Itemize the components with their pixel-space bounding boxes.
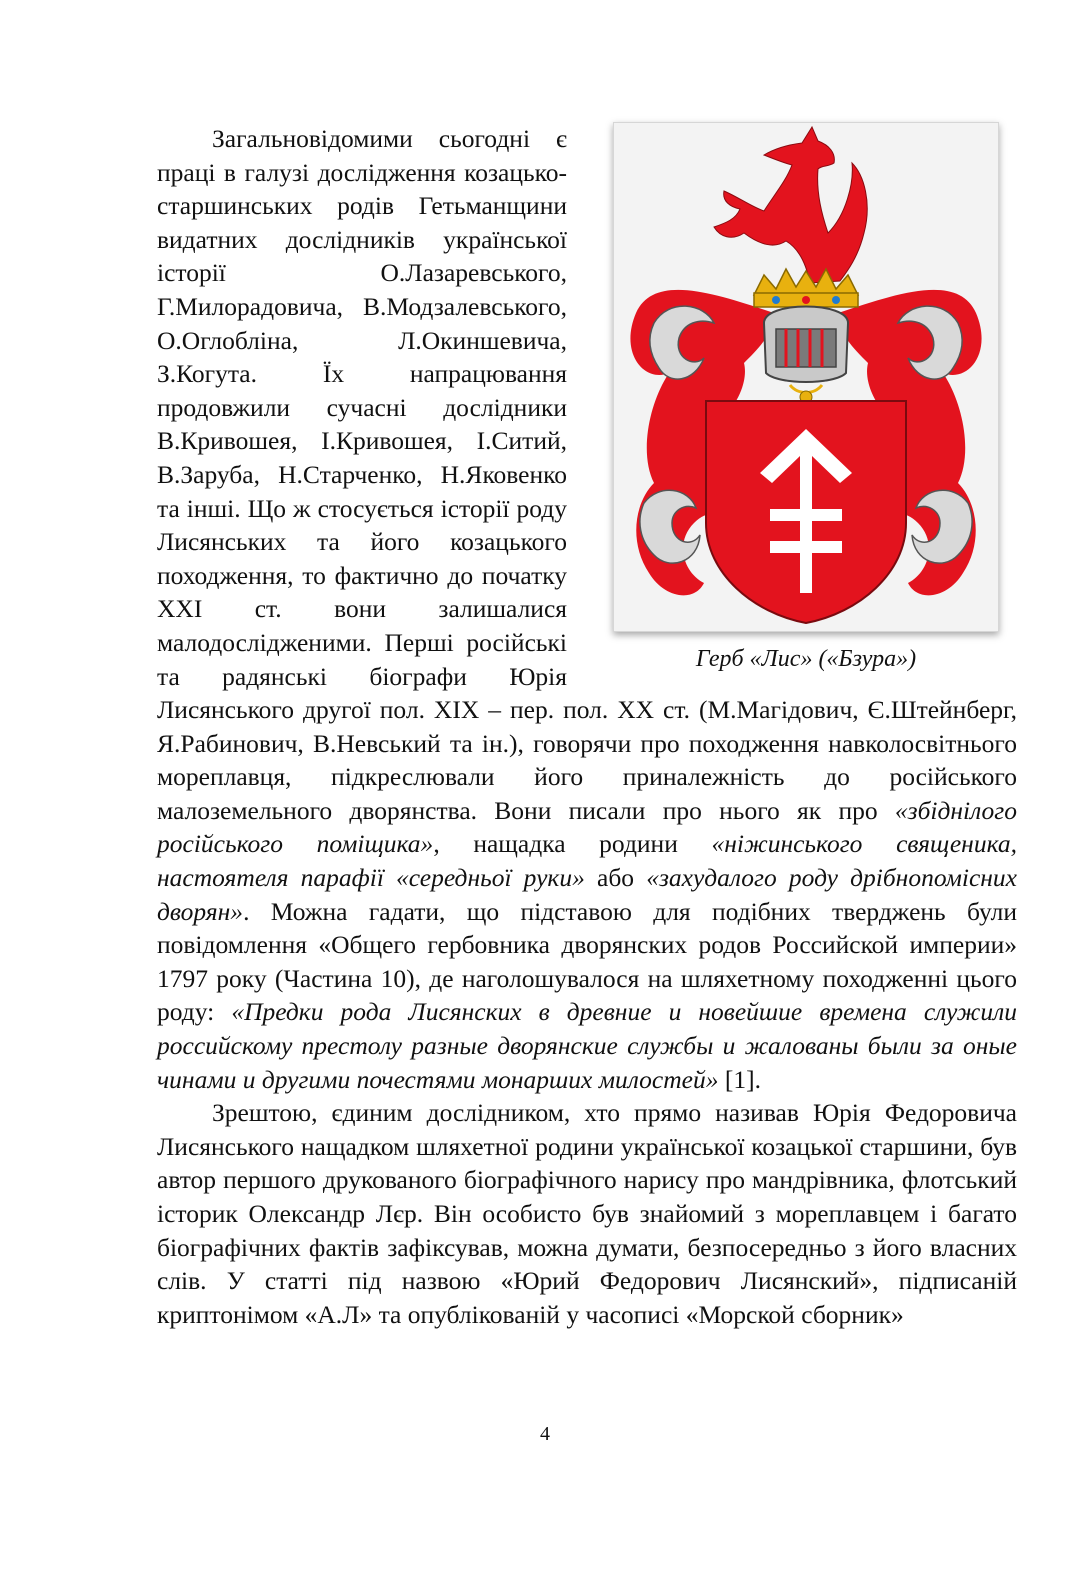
text-run: . Можна гадати, що підставою для подібних тверджень були повідомлення «Общего гербовника дворянских родов Российской империи» 1797 року (Частина 10), де наголошувалося на шляхетному походженні цього роду:: [157, 896, 1017, 1027]
text-run: Зрештою, єдиним дослідником, хто прямо називав Юрія Федоровича Лисянського нащадком шляхетної родини української козацької старшини, був автор першого друкованого біографічного нарису про мандрівника, флотський історик Олександр Лєр. Він особисто був знайомий з мореплавцем і багато біографічних фактів зафіксував, можна думати, безпосередньо з його власних слів. У статті під назвою «Юрий Федорович Лисянский», підписаній криптонімом «А.Л» та опублікованій у часописі «Морской сборник»: [157, 1098, 1017, 1329]
text-run: , нащадка родини: [433, 829, 712, 859]
coat-of-arms-frame: [613, 122, 999, 632]
citation: [1].: [718, 1064, 761, 1094]
figure-caption: Герб «Лис» («Бзура»): [695, 646, 917, 672]
coat-of-arms-image: [614, 123, 998, 631]
paragraph-2: [157, 1096, 1017, 1331]
coat-of-arms-figure: [585, 122, 1017, 674]
page-number: 4: [540, 1423, 550, 1445]
italic-quote: «захудалого роду дрібнопомісних дворян»: [157, 863, 1017, 926]
text-run: Загальновідомими сьогодні є праці в галузі дослідження козацько-старшинських родів Гетьманщини видатних дослідників української історії О.Лазаревського, Г.Милорадовича, В.Модзалевського, О.Оглобліна, Л.Окиншевича, З.Когута. Їх напрацювання продовжили сучасні дослідники В.Кривошея, І.Кривошея, І.Ситий, В.Заруба, Н.Старченко, Н.Яковенко та інші. Що ж стосується історії роду Лисянських та його козацького походження, то фактично до початку XXI ст. вони залишалися малодослідженими. Перші російські та радянські біографи Юрія Лисянського другої пол. XIX – пер. пол. XX ст. (М.Магідович, Є.Штейнберг, Я.Рабинович, В.Невський та ін.), говорячи про походження навколосвітнього мореплавця, підкреслювали його приналежність до російського малоземельного дворянства. Вони писали про нього як про: [157, 124, 1017, 825]
text-run: або: [584, 863, 647, 893]
italic-quote: «збіднілого російського поміщика»: [157, 795, 1017, 859]
body-text: [157, 122, 1017, 1331]
italic-quote: «Предки рода Лисянских в древние и новейшие времена служили российскому престолу разные дворянские службы и жалованы были за оные чинами и другими почестями монарших милостей»: [157, 997, 1017, 1094]
fox-crest: [714, 127, 867, 283]
helmet: [764, 307, 848, 404]
italic-quote: «ніжинського священика, настоятеля парафії «середньої руки»: [157, 829, 1017, 893]
